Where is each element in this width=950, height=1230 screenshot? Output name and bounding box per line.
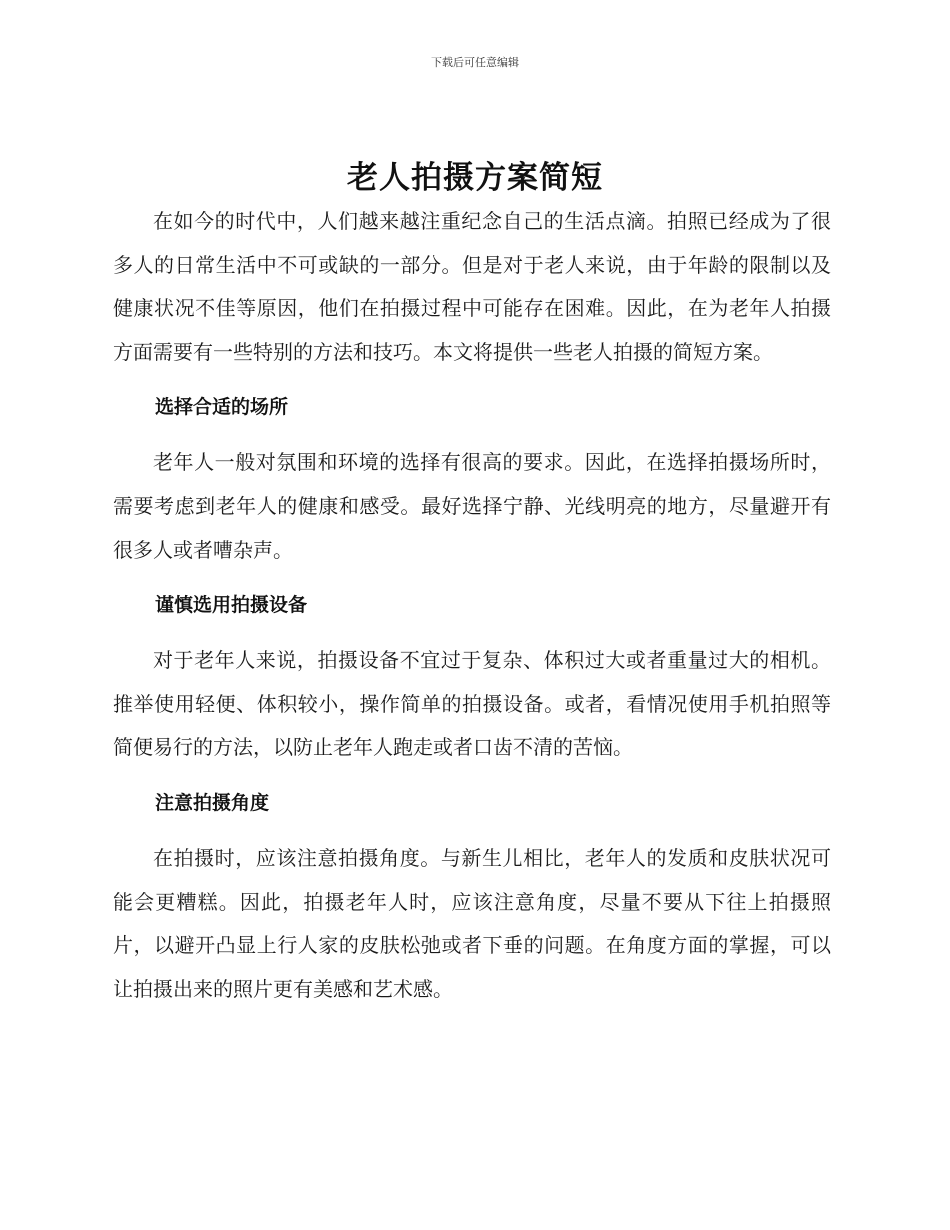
section-paragraph-venue: 老年人一般对氛围和环境的选择有很高的要求。因此，在选择拍摄场所时，需要考虑到老年人的健康和感受。最好选择宁静、光线明亮的地方，尽量避开有很多人或者嘈杂声。 — [113, 450, 831, 562]
header-note: 下载后可任意编辑 — [431, 56, 519, 69]
section-paragraph-angle: 在拍摄时，应该注意拍摄角度。与新生儿相比，老年人的发质和皮肤状况可能会更糟糕。因此，拍摄老年人时，应该注意角度，尽量不要从下往上拍摄照片，以避开凸显上行人家的皮肤松弛或者下垂的问题。在角度方面的掌握，可以让拍摄出来的照片更有美感和艺术感。 — [113, 845, 831, 1001]
section-heading-venue: 选择合适的场所 — [155, 396, 289, 419]
section-paragraph-equipment: 对于老年人来说，拍摄设备不宜过于复杂、体积过大或者重量过大的相机。推举使用轻便、体积较小，操作简单的拍摄设备。或者，看情况使用手机拍照等简便易行的方法，以防止老年人跑走或者口齿不清的苦恼。 — [113, 648, 831, 760]
intro-paragraph: 在如今的时代中，人们越来越注重纪念自己的生活点滴。拍照已经成为了很多人的日常生活中不可或缺的一部分。但是对于老人来说，由于年龄的限制以及健康状况不佳等原因，他们在拍摄过程中可能存在困难。因此，在为老年人拍摄方面需要有一些特别的方法和技巧。本文将提供一些老人拍摄的简短方案。 — [113, 209, 831, 364]
section-heading-angle: 注意拍摄角度 — [155, 791, 270, 814]
document-body — [113, 200, 831, 1011]
document-title: 老人拍摄方案简短 — [347, 160, 603, 196]
section-heading-equipment: 谨慎选用拍摄设备 — [155, 594, 308, 617]
